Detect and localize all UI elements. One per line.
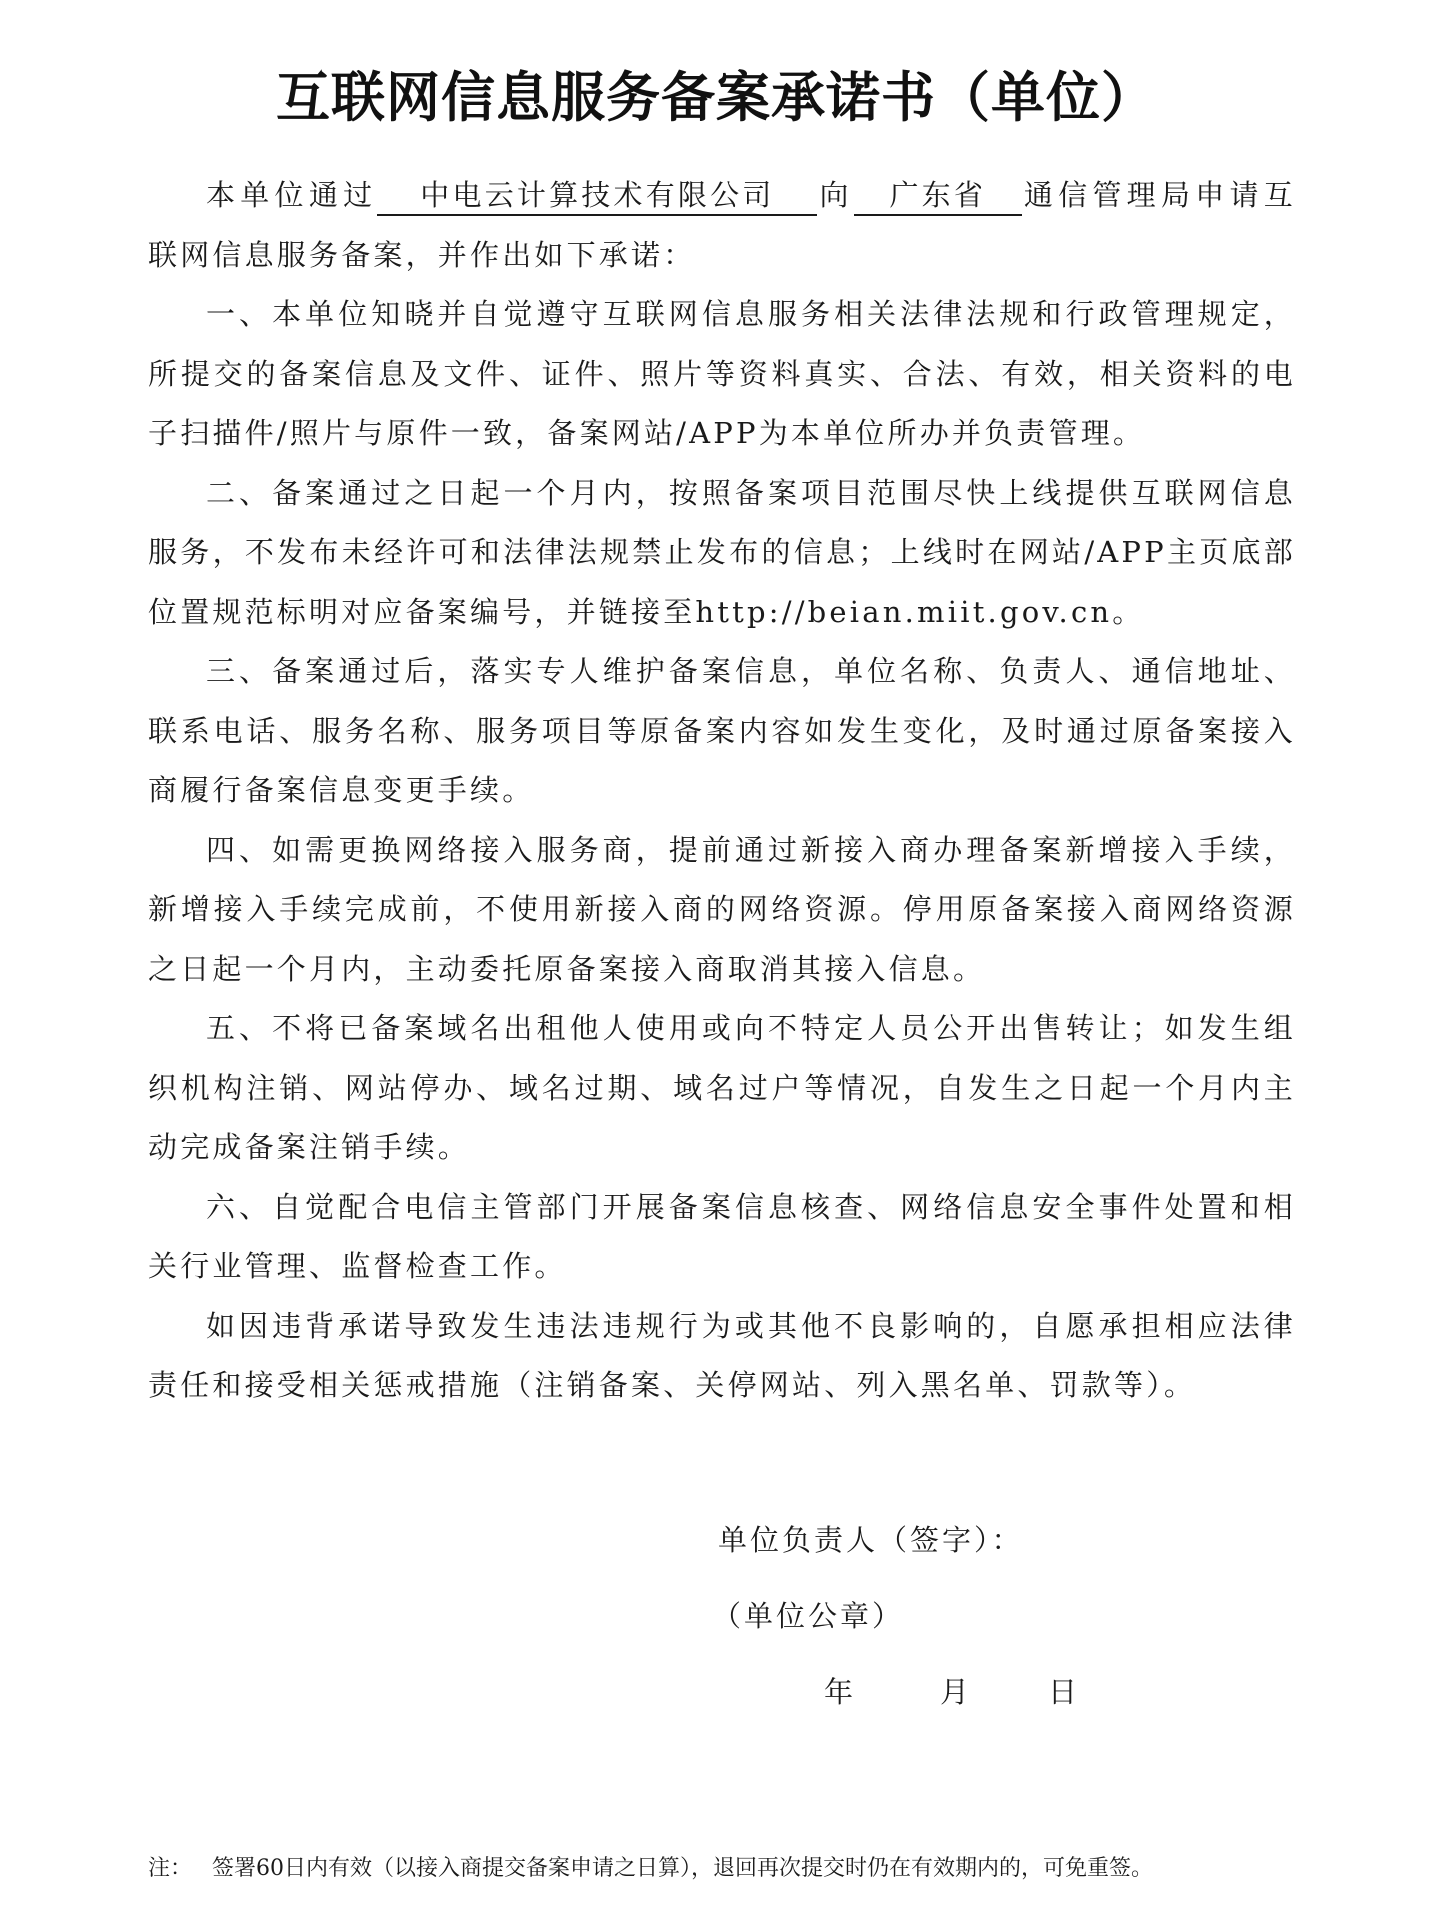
- intro-suffix: 通信管理局申请互联网信息服务备案，并作出如下承诺：: [148, 178, 1296, 272]
- clause-6: 六、自觉配合电信主管部门开展备案信息核查、网络信息安全事件处置和相关行业管理、监督检查工作。: [148, 1189, 1296, 1283]
- clause-3: 三、备案通过后，落实专人维护备案信息，单位名称、负责人、通信地址、联系电话、服务名称、服务项目等原备案内容如发生变化，及时通过原备案接入商履行备案信息变更手续。: [148, 654, 1296, 807]
- clause-5: 五、不将已备案域名出租他人使用或向不特定人员公开出售转让；如发生组织机构注销、网站停办、域名过期、域名过户等情况，自发生之日起一个月内主动完成备案注销手续。: [148, 1011, 1296, 1164]
- document-title: 互联网信息服务备案承诺书（单位）: [276, 66, 1156, 129]
- date-day-label: 日: [1048, 1675, 1078, 1709]
- intro-paragraph: [148, 166, 1296, 285]
- province-field: 广东省: [854, 176, 1022, 216]
- seal-label: （单位公章）: [712, 1599, 905, 1633]
- date-month-label: 月: [940, 1675, 970, 1709]
- company-name-field: 中电云计算技术有限公司: [377, 176, 817, 216]
- clause-2: 二、备案通过之日起一个月内，按照备案项目范围尽快上线提供互联网信息服务，不发布未经许可和法律法规禁止发布的信息；上线时在网站/APP主页底部位置规范标明对应备案编号，并链接至http://beian.miit.gov.cn。: [148, 475, 1296, 629]
- footnote: [148, 1852, 1298, 1886]
- clause-4: 四、如需更换网络接入服务商，提前通过新接入商办理备案新增接入手续，新增接入手续完成前，不使用新接入商的网络资源。停用原备案接入商网络资源之日起一个月内，主动委托原备案接入商取消其接入信息。: [148, 832, 1296, 986]
- footnote-text: 签署60日内有效（以接入商提交备案申请之日算），退回再次提交时仍在有效期内的，可免重签。: [212, 1856, 1154, 1881]
- closing-paragraph: 如因违背承诺导致发生违法违规行为或其他不良影响的，自愿承担相应法律责任和接受相关惩戒措施（注销备案、关停网站、列入黑名单、罚款等）。: [148, 1308, 1296, 1402]
- date-line: [0, 1672, 1432, 1712]
- signature-label: 单位负责人（签字）：: [718, 1523, 1024, 1557]
- intro-mid: 向: [817, 178, 854, 212]
- date-year-label: 年: [824, 1675, 854, 1709]
- clause-1: 一、本单位知晓并自觉遵守互联网信息服务相关法律法规和行政管理规定，所提交的备案信息及文件、证件、照片等资料真实、合法、有效，相关资料的电子扫描件/照片与原件一致，备案网站/APP为本单位所办并负责管理。: [148, 297, 1296, 450]
- intro-prefix: 本单位通过: [206, 178, 378, 212]
- document-body: [148, 166, 1296, 1416]
- footnote-label: 注：: [148, 1856, 193, 1881]
